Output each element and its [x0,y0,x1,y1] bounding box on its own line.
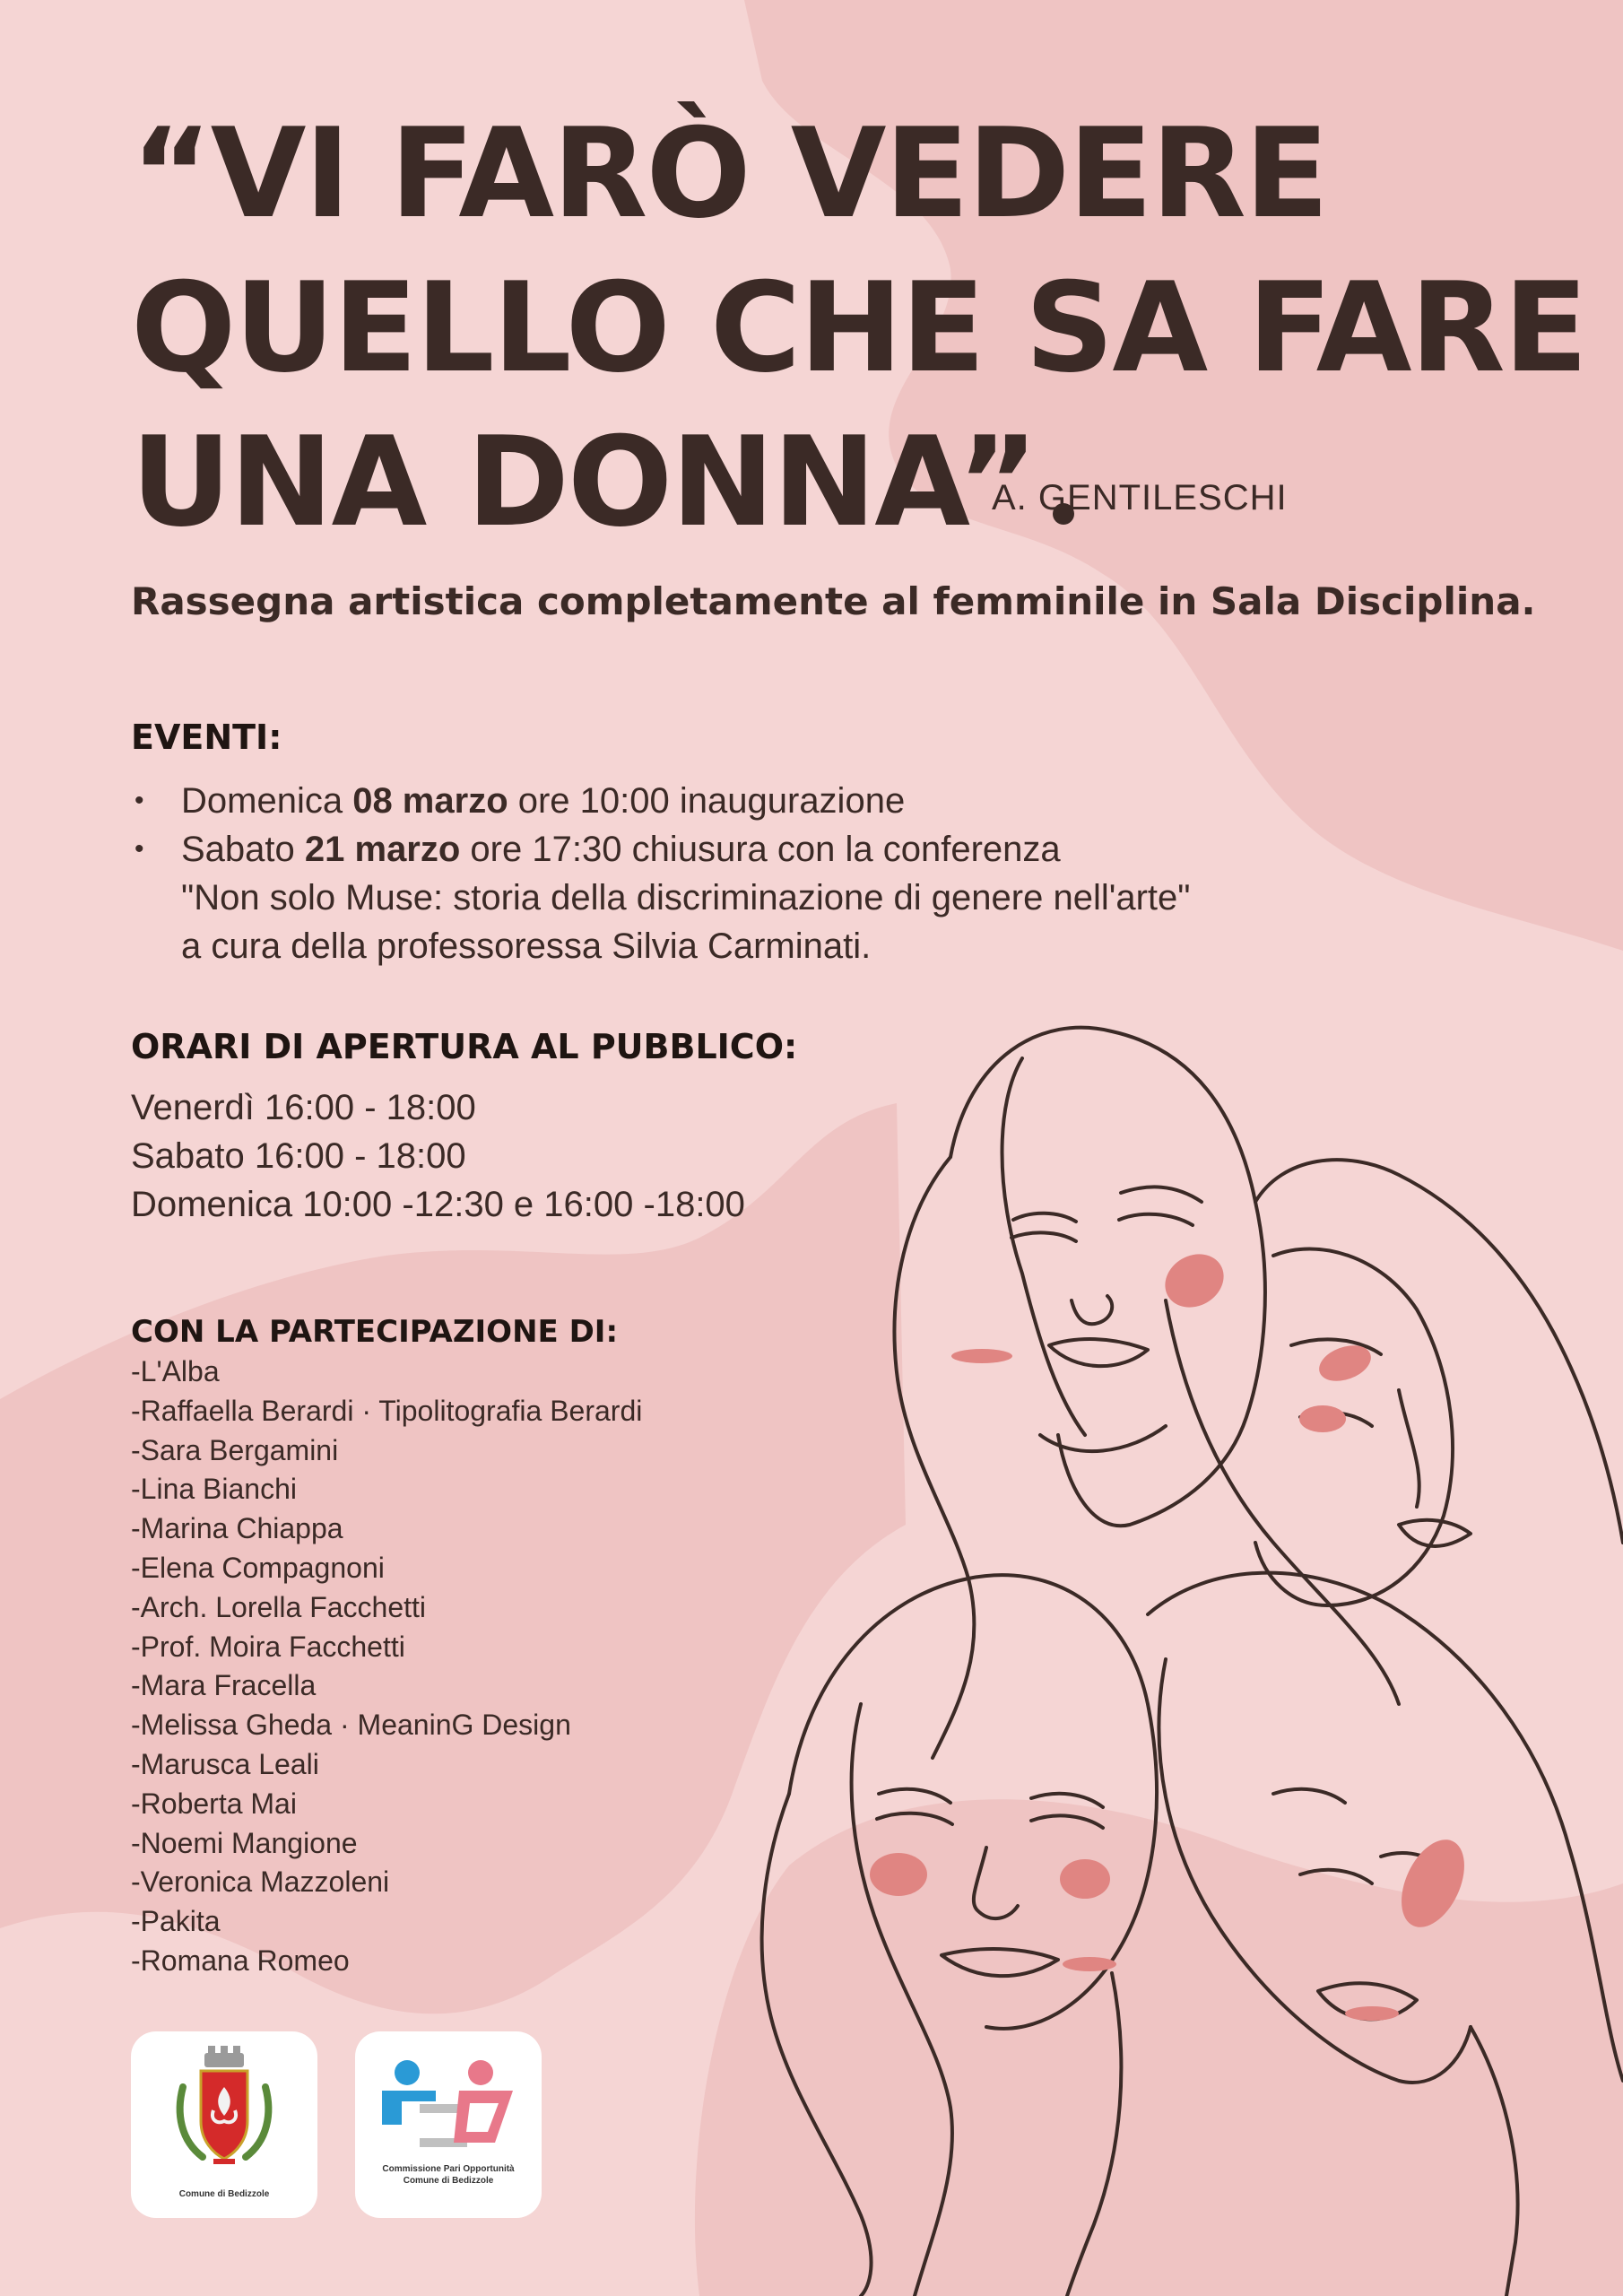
coat-of-arms-icon [131,2042,317,2195]
event-1-detail: ore 10:00 inaugurazione [508,781,906,821]
comune-logo-card [131,2031,317,2218]
participant-item: -L'Alba [131,1355,220,1387]
equal-opportunity-logo-icon [355,2049,542,2175]
event-item-1 [131,777,1297,825]
commissione-caption-line-1: Commissione Pari Opportunità [382,2164,515,2174]
hours-line: Venerdì 16:00 - 18:00 [131,1088,476,1127]
hours-heading: ORARI DI APERTURA AL PUBBLICO: [131,1027,798,1066]
participant-item: -Melissa Gheda · MeaninG Design [131,1709,571,1742]
participant-item: -Mara Fracella [131,1669,317,1702]
hours-list [131,1083,745,1229]
events-heading: EVENTI: [131,718,282,757]
event-2-line [181,825,1297,874]
title-line-3: UNA DONNA” [131,410,1037,554]
event-1-line [181,777,1297,825]
hours-line: Sabato 16:00 - 18:00 [131,1136,466,1176]
bullet: • [135,786,144,815]
quote-author: A. GENTILESCHI [992,478,1288,517]
participant-item: -Raffaella Berardi · Tipolitografia Berardi [131,1394,643,1427]
participant-item: -Marusca Leali [131,1747,319,1780]
participant-item: -Sara Bergamini [131,1433,339,1466]
event-1-day: Domenica [181,781,353,821]
participant-item: -Romana Romeo [131,1944,350,1977]
event-2-detail: ore 17:30 chiusura con la conferenza [460,830,1061,869]
commissione-caption-line-2: Comune di Bedizzole [403,2176,494,2186]
bullet: • [135,834,144,864]
title-line-2: QUELLO CHE SA FARE [131,256,1587,400]
comune-logo-caption: Comune di Bedizzole [178,2189,270,2199]
subtitle: Rassegna artistica completamente al femminile in Sala Disciplina. [131,579,1536,623]
background-blob-bottom [695,1799,1623,2296]
event-2-date: 21 marzo [304,830,461,869]
participant-item: -Elena Compagnoni [131,1551,385,1584]
event-2-conference-title: "Non solo Muse: storia della discriminazione di genere nell'arte" [181,878,1191,918]
participant-item: -Lina Bianchi [131,1473,297,1506]
participant-item: -Noemi Mangione [131,1826,358,1859]
title-line-1: “VI FARÒ VEDERE [131,101,1328,246]
hours-line: Domenica 10:00 -12:30 e 16:00 -18:00 [131,1185,745,1224]
events-list [131,777,1297,970]
participant-item: -Pakita [131,1905,221,1938]
participant-item: -Marina Chiappa [131,1512,343,1545]
event-2-day: Sabato [181,830,305,869]
commissione-logo-card [355,2031,542,2218]
participant-item: -Roberta Mai [131,1787,297,1820]
participant-item: -Arch. Lorella Facchetti [131,1590,427,1623]
participant-item: -Prof. Moira Facchetti [131,1630,405,1663]
participants-list [131,1352,642,1981]
event-item-2 [131,825,1297,970]
participant-item: -Veronica Mazzoleni [131,1866,390,1899]
participants-heading: CON LA PARTECIPAZIONE DI: [131,1314,619,1350]
event-1-date: 08 marzo [352,781,508,821]
event-2-speaker: a cura della professoressa Silvia Carminati. [181,926,872,966]
